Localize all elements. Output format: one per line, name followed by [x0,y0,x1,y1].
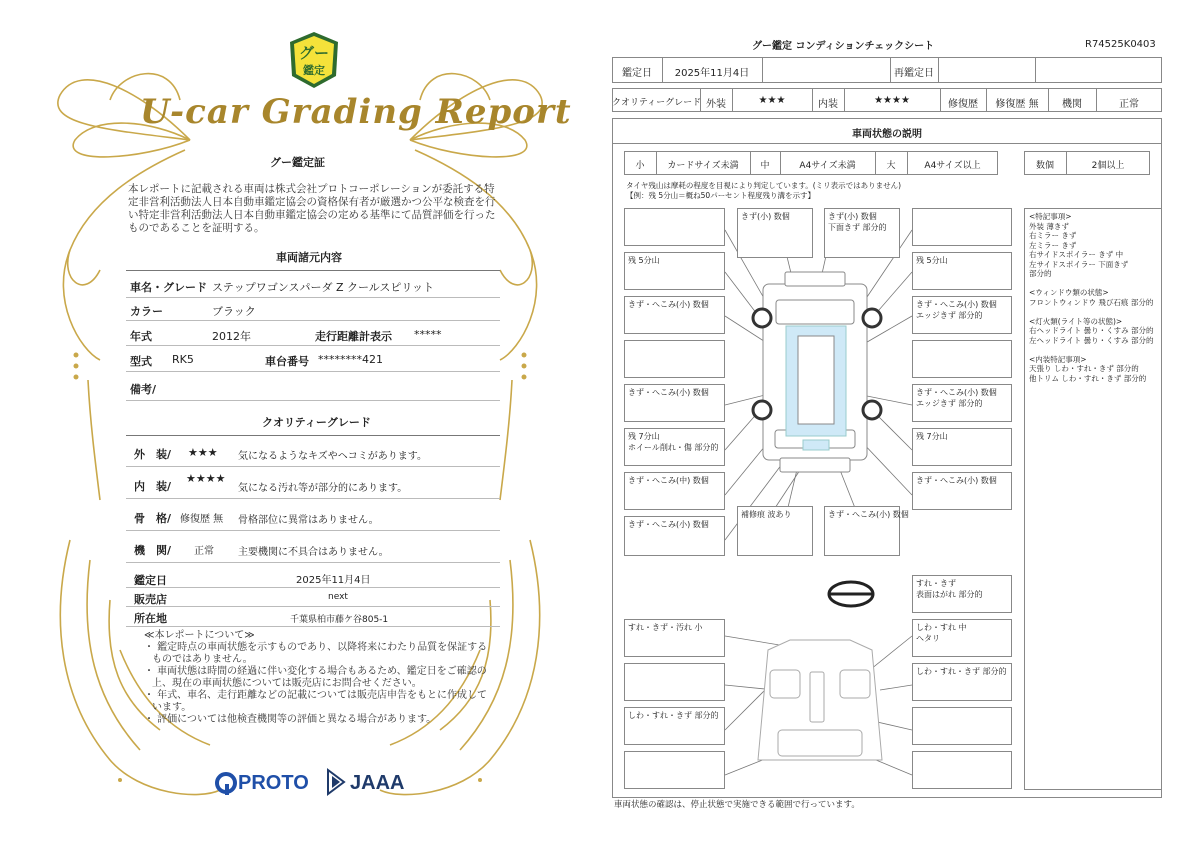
grade-frame-desc: 骨格部位に異常はありません。 [238,515,379,526]
size-small-desc: カードサイズ未満 [667,161,739,171]
cell-l5: きず・へこみ(小) 数個 [624,384,725,422]
cert-body: 本レポートに記載される車両は株式会社プロトコーポレーションが委託する特定非営利活動法人日本自動車鑑定協会の資格保有者が厳選かつ公平な検査を行い特定非営利活動法人日本自動車鑑定協会の定める基準にて品質評価を行ったものであることを証明する。 [128,183,496,234]
grade-ext-desc: 気になるようなキズやヘコミがあります。 [238,451,427,462]
note-item: ・ 鑑定時点の車両状態を示すものであり、以降将来にわたり品質を保証するものではありません。 [144,642,488,665]
sheet-id: R74525K0403 [1085,39,1156,50]
cell-l7: きず・へこみ(中) 数個 [624,472,725,510]
sheet-date-label: 鑑定日 [622,68,652,79]
size-mid-desc: A4サイズ未満 [799,161,856,171]
cell-t2: きず(小) 数個 下面きず 部分的 [824,208,900,258]
engine-label: 機関 [1062,99,1082,110]
cell-il1: すれ・きず・汚れ 小 [624,619,725,657]
color-label: カラー [130,305,163,318]
jaaa-logo-text: JAAA [350,772,405,794]
count-label: 数個 [1035,161,1054,171]
cell-il4 [624,751,725,789]
cell-il3: しわ・すれ・きず 部分的 [624,707,725,745]
spec-title: 車両諸元内容 [276,251,342,264]
size-large: 大 [886,161,896,171]
cell-ir3 [912,707,1012,745]
ext-value: ★★★ [758,95,786,106]
int-value: ★★★★ [874,95,910,106]
special-remarks: <特記事項> 外装 薄きず 右ミラー きず 左ミラー きず 右サイドスポイラー きず 中 左サイドスポイラー 下面きず 部分的 <ウィンドウ類の状態> フロントウィンドウ 飛び石痕 部分的 <灯火類(ライト等の状態)> 右ヘッドライト 曇り・くすみ 部分的 左ヘッドライト 曇り・くすみ 部分的 <内装特記事項> 天張り しわ・すれ・きず 部分的 他トリム しわ・すれ・きず 部分的 [1024,208,1162,790]
cell-l4 [624,340,725,378]
proto-logo-mark [214,770,238,796]
cell-r5: きず・へこみ(小) 数個 エッジきず 部分的 [912,384,1012,422]
dealer-value: next [328,592,348,602]
chassis-label: 車台番号 [265,355,309,368]
cell-r7: きず・へこみ(小) 数個 [912,472,1012,510]
cell-r4 [912,340,1012,378]
model-label: 型式 [130,355,152,368]
cert-title: グー鑑定証 [270,156,325,169]
grade-int-desc: 気になる汚れ等が部分的にあります。 [238,483,408,494]
cell-steering: すれ・きず 表面はがれ 部分的 [912,575,1012,613]
cell-l6: 残 7分山 ホイール削れ・傷 部分的 [624,428,725,466]
logo-line1: グー [298,44,330,62]
cell-r1 [912,208,1012,246]
mileage-label: 走行距離計表示 [315,330,392,343]
quality-title: クオリティーグレード [262,416,371,429]
ext-label: 外装 [706,99,726,110]
cell-ir1: しわ・すれ 中 ヘタリ [912,619,1012,657]
sheet-title: グー鑑定 コンディションチェックシート [752,41,935,52]
cell-l2: 残 5分山 [624,252,725,290]
jaaa-logo-mark [326,768,346,796]
repair-label: 修復歴 [948,99,978,110]
sheet-date-value: 2025年11月4日 [674,68,750,79]
cell-r3: きず・へこみ(小) 数個 エッジきず 部分的 [912,296,1012,334]
cell-r6: 残 7分山 [912,428,1012,466]
cell-il2 [624,663,725,701]
car-name-label: 車名・グレード [130,281,207,294]
notes-title: ≪本レポートについて≫ [144,630,255,641]
date-label: 鑑定日 [134,574,167,587]
size-mid: 中 [760,161,770,171]
chassis-value: ********421 [318,353,383,366]
report-notes [140,630,490,726]
note-item: ・ 車両状態は時間の経過に伴い変化する場合もあるため、鑑定日をご確認の上、現在の車両状態については販売店にお問合せください。 [144,666,487,689]
cell-t1: きず(小) 数個 [737,208,813,258]
grade-engine-desc: 主要機関に不具合はありません。 [238,547,389,558]
cell-l8: きず・へこみ(小) 数個 [624,516,725,556]
section-title: 車両状態の説明 [852,129,922,140]
cell-ir2: しわ・すれ・きず 部分的 [912,663,1012,701]
model-value: RK5 [172,353,194,366]
date-value: 2025年11月4日 [296,575,371,586]
proto-logo-text: PROTO [238,772,309,794]
redate-label: 再鑑定日 [894,68,934,79]
report-title: U-car Grading Report [140,92,572,132]
remarks-label: 備考/ [130,383,157,396]
cell-ir4 [912,751,1012,789]
grade-frame-value: 修復歴 無 [180,514,224,525]
qg-label: クオリティーグレード [612,98,702,108]
grade-int-label: 内 装/ [134,480,172,493]
cell-r2: 残 5分山 [912,252,1012,290]
note-item: ・ 年式、車名、走行距離などの記載については販売店申告をもとに作成しています。 [144,690,487,713]
address-value: 千葉県柏市藤ケ谷805-1 [290,615,389,625]
logo-line2: 鑑定 [303,64,325,77]
year-value: 2012年 [212,330,251,343]
goo-kantei-logo [286,30,342,92]
address-label: 所在地 [134,612,167,625]
dealer-label: 販売店 [134,593,167,606]
tire-note-1: タイヤ残山は摩耗の程度を目視により判定しています。(ミリ表示ではありません) [626,181,902,190]
grade-frame-label: 骨 格/ [134,512,172,525]
tire-note-2: 【例：残 5分山＝概ね50パーセント程度残り溝を示す】 [626,191,816,200]
mileage-value: ***** [414,328,442,341]
car-name: ステップワゴンスパーダ Z クールスピリット [212,281,434,294]
grade-int-value: ★★★★ [186,472,226,485]
grade-ext-value: ★★★ [188,446,218,459]
sheet-footer-note: 車両状態の確認は、停止状態で実施できる範囲で行っています。 [614,800,860,810]
grade-ext-label: 外 装/ [134,448,172,461]
engine-value: 正常 [1119,99,1139,110]
int-label: 内装 [818,99,838,110]
year-label: 年式 [130,330,152,343]
color-value: ブラック [212,305,256,318]
count-desc: 2個以上 [1091,161,1125,171]
size-large-desc: A4サイズ以上 [924,161,981,171]
cell-b2: きず・へこみ(小) 数個 [824,506,900,556]
cell-l1 [624,208,725,246]
condition-check-sheet [600,0,1200,848]
note-item: ・ 評価については他検査機関等の評価と異なる場合があります。 [144,714,437,725]
grade-engine-label: 機 関/ [134,544,172,557]
size-small: 小 [635,161,645,171]
cell-l3: きず・へこみ(小) 数個 [624,296,725,334]
repair-value: 修復歴 無 [995,99,1039,110]
grade-engine-value: 正常 [194,546,214,557]
cell-b1: 補修痕 波あり [737,506,813,556]
